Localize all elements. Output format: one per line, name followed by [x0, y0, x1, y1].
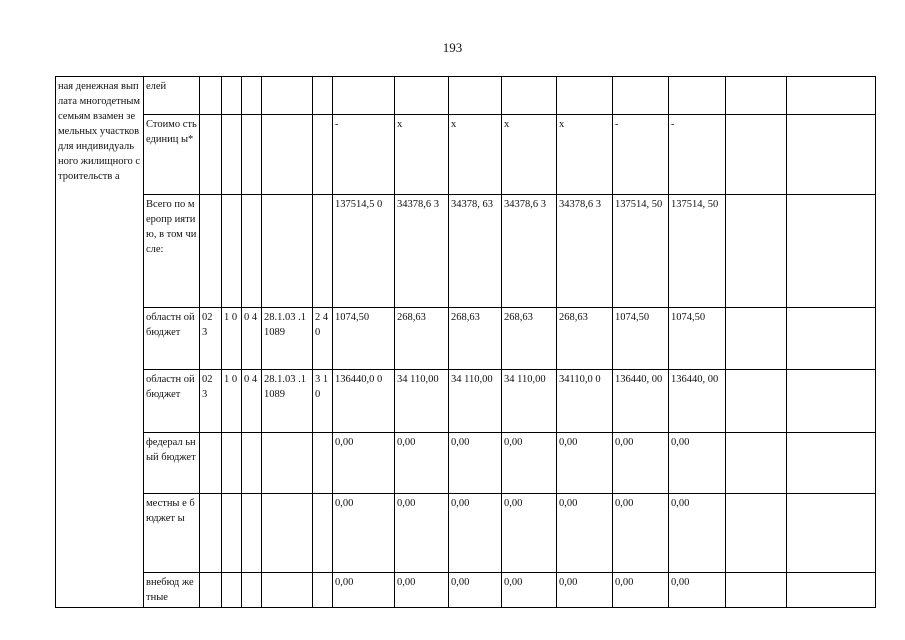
value-cell: 0,00 — [613, 433, 669, 494]
empty-cell — [726, 494, 787, 573]
value-cell: 34378,6 3 — [557, 195, 613, 308]
funding-source-label: местны е бюджет ы — [144, 494, 200, 573]
code-cell — [222, 433, 242, 494]
table-row — [56, 573, 876, 608]
code-cell — [242, 573, 262, 608]
value-cell — [395, 77, 449, 115]
funding-source-label: Всего по меропр иятию, в том числе: — [144, 195, 200, 308]
value-cell: - — [613, 115, 669, 195]
code-cell — [242, 433, 262, 494]
code-cell: 28.1.03 .11089 — [262, 370, 313, 433]
empty-cell — [726, 195, 787, 308]
code-cell: 02 3 — [200, 370, 222, 433]
value-cell: 0,00 — [669, 573, 726, 608]
table-row — [56, 494, 876, 573]
value-cell: 136440, 00 — [613, 370, 669, 433]
code-cell — [222, 195, 242, 308]
value-cell: 0,00 — [502, 573, 557, 608]
funding-source-label: внебюд жетные — [144, 573, 200, 608]
code-cell — [222, 573, 242, 608]
code-cell — [242, 77, 262, 115]
code-cell — [242, 195, 262, 308]
empty-cell — [726, 77, 787, 115]
table-row — [56, 115, 876, 195]
value-cell: 0,00 — [613, 494, 669, 573]
value-cell: 136440, 00 — [669, 370, 726, 433]
empty-cell — [787, 77, 876, 115]
value-cell: 0,00 — [613, 573, 669, 608]
value-cell: 268,63 — [557, 308, 613, 370]
empty-cell — [726, 115, 787, 195]
value-cell: 1074,50 — [669, 308, 726, 370]
event-title-cell: ная денежная выплата многодетным семьям взамен земельных участков для индивидуаль ного жилищного строительств а — [56, 77, 144, 608]
value-cell: х — [502, 115, 557, 195]
code-cell — [200, 195, 222, 308]
value-cell: 1074,50 — [333, 308, 395, 370]
code-cell: 28.1.03 .11089 — [262, 308, 313, 370]
value-cell: 0,00 — [557, 433, 613, 494]
value-cell: - — [669, 115, 726, 195]
value-cell: 34 110,00 — [395, 370, 449, 433]
code-cell: 0 4 — [242, 308, 262, 370]
value-cell: 0,00 — [333, 573, 395, 608]
value-cell: 0,00 — [502, 433, 557, 494]
value-cell: 268,63 — [395, 308, 449, 370]
value-cell: 34110,0 0 — [557, 370, 613, 433]
value-cell: 137514, 50 — [669, 195, 726, 308]
value-cell: 0,00 — [449, 573, 502, 608]
code-cell — [313, 494, 333, 573]
value-cell: 0,00 — [557, 494, 613, 573]
code-cell — [262, 573, 313, 608]
code-cell — [313, 115, 333, 195]
funding-source-label: областн ой бюджет — [144, 370, 200, 433]
code-cell: 2 4 0 — [313, 308, 333, 370]
empty-cell — [787, 115, 876, 195]
empty-cell — [726, 308, 787, 370]
value-cell: - — [333, 115, 395, 195]
code-cell — [262, 494, 313, 573]
funding-source-label: федерал ьный бюджет — [144, 433, 200, 494]
code-cell — [313, 433, 333, 494]
code-cell — [262, 433, 313, 494]
code-cell — [222, 77, 242, 115]
value-cell — [333, 77, 395, 115]
code-cell — [200, 77, 222, 115]
empty-cell — [787, 573, 876, 608]
code-cell — [262, 195, 313, 308]
value-cell: 0,00 — [669, 433, 726, 494]
code-cell: 0 4 — [242, 370, 262, 433]
code-cell — [222, 494, 242, 573]
value-cell: 34378, 63 — [449, 195, 502, 308]
value-cell: 0,00 — [395, 433, 449, 494]
empty-cell — [787, 433, 876, 494]
page-number: 193 — [442, 40, 463, 55]
empty-cell — [726, 433, 787, 494]
value-cell: 0,00 — [502, 494, 557, 573]
value-cell — [669, 77, 726, 115]
code-cell — [313, 77, 333, 115]
value-cell: 0,00 — [395, 494, 449, 573]
empty-cell — [726, 370, 787, 433]
code-cell: 1 0 — [222, 370, 242, 433]
value-cell: 136440,0 0 — [333, 370, 395, 433]
value-cell: 0,00 — [449, 433, 502, 494]
code-cell — [200, 433, 222, 494]
funding-source-label: областн ой бюджет — [144, 308, 200, 370]
table-row — [56, 195, 876, 308]
code-cell — [200, 573, 222, 608]
code-cell — [200, 115, 222, 195]
value-cell — [502, 77, 557, 115]
value-cell: х — [449, 115, 502, 195]
value-cell: 0,00 — [333, 433, 395, 494]
value-cell: 0,00 — [557, 573, 613, 608]
value-cell — [449, 77, 502, 115]
empty-cell — [787, 370, 876, 433]
table-row — [56, 77, 876, 115]
budget-table — [55, 76, 876, 608]
empty-cell — [787, 494, 876, 573]
value-cell: 137514,5 0 — [333, 195, 395, 308]
code-cell: 02 3 — [200, 308, 222, 370]
value-cell: х — [395, 115, 449, 195]
empty-cell — [787, 195, 876, 308]
code-cell — [222, 115, 242, 195]
value-cell: 0,00 — [395, 573, 449, 608]
value-cell: 34378,6 3 — [502, 195, 557, 308]
value-cell: 34 110,00 — [502, 370, 557, 433]
table-row — [56, 370, 876, 433]
code-cell — [242, 115, 262, 195]
value-cell — [557, 77, 613, 115]
code-cell: 3 1 0 — [313, 370, 333, 433]
value-cell: х — [557, 115, 613, 195]
value-cell: 137514, 50 — [613, 195, 669, 308]
value-cell: 0,00 — [669, 494, 726, 573]
value-cell: 268,63 — [502, 308, 557, 370]
code-cell — [242, 494, 262, 573]
empty-cell — [726, 573, 787, 608]
funding-source-label: Стоимо сть единиц ы* — [144, 115, 200, 195]
table-row — [56, 308, 876, 370]
table-row — [56, 433, 876, 494]
code-cell — [262, 115, 313, 195]
value-cell: 34 110,00 — [449, 370, 502, 433]
code-cell — [313, 573, 333, 608]
value-cell: 0,00 — [449, 494, 502, 573]
code-cell — [262, 77, 313, 115]
value-cell — [613, 77, 669, 115]
code-cell — [313, 195, 333, 308]
code-cell: 1 0 — [222, 308, 242, 370]
value-cell: 1074,50 — [613, 308, 669, 370]
value-cell: 0,00 — [333, 494, 395, 573]
value-cell: 268,63 — [449, 308, 502, 370]
code-cell — [200, 494, 222, 573]
value-cell: 34378,6 3 — [395, 195, 449, 308]
funding-source-label: елей — [144, 77, 200, 115]
empty-cell — [787, 308, 876, 370]
